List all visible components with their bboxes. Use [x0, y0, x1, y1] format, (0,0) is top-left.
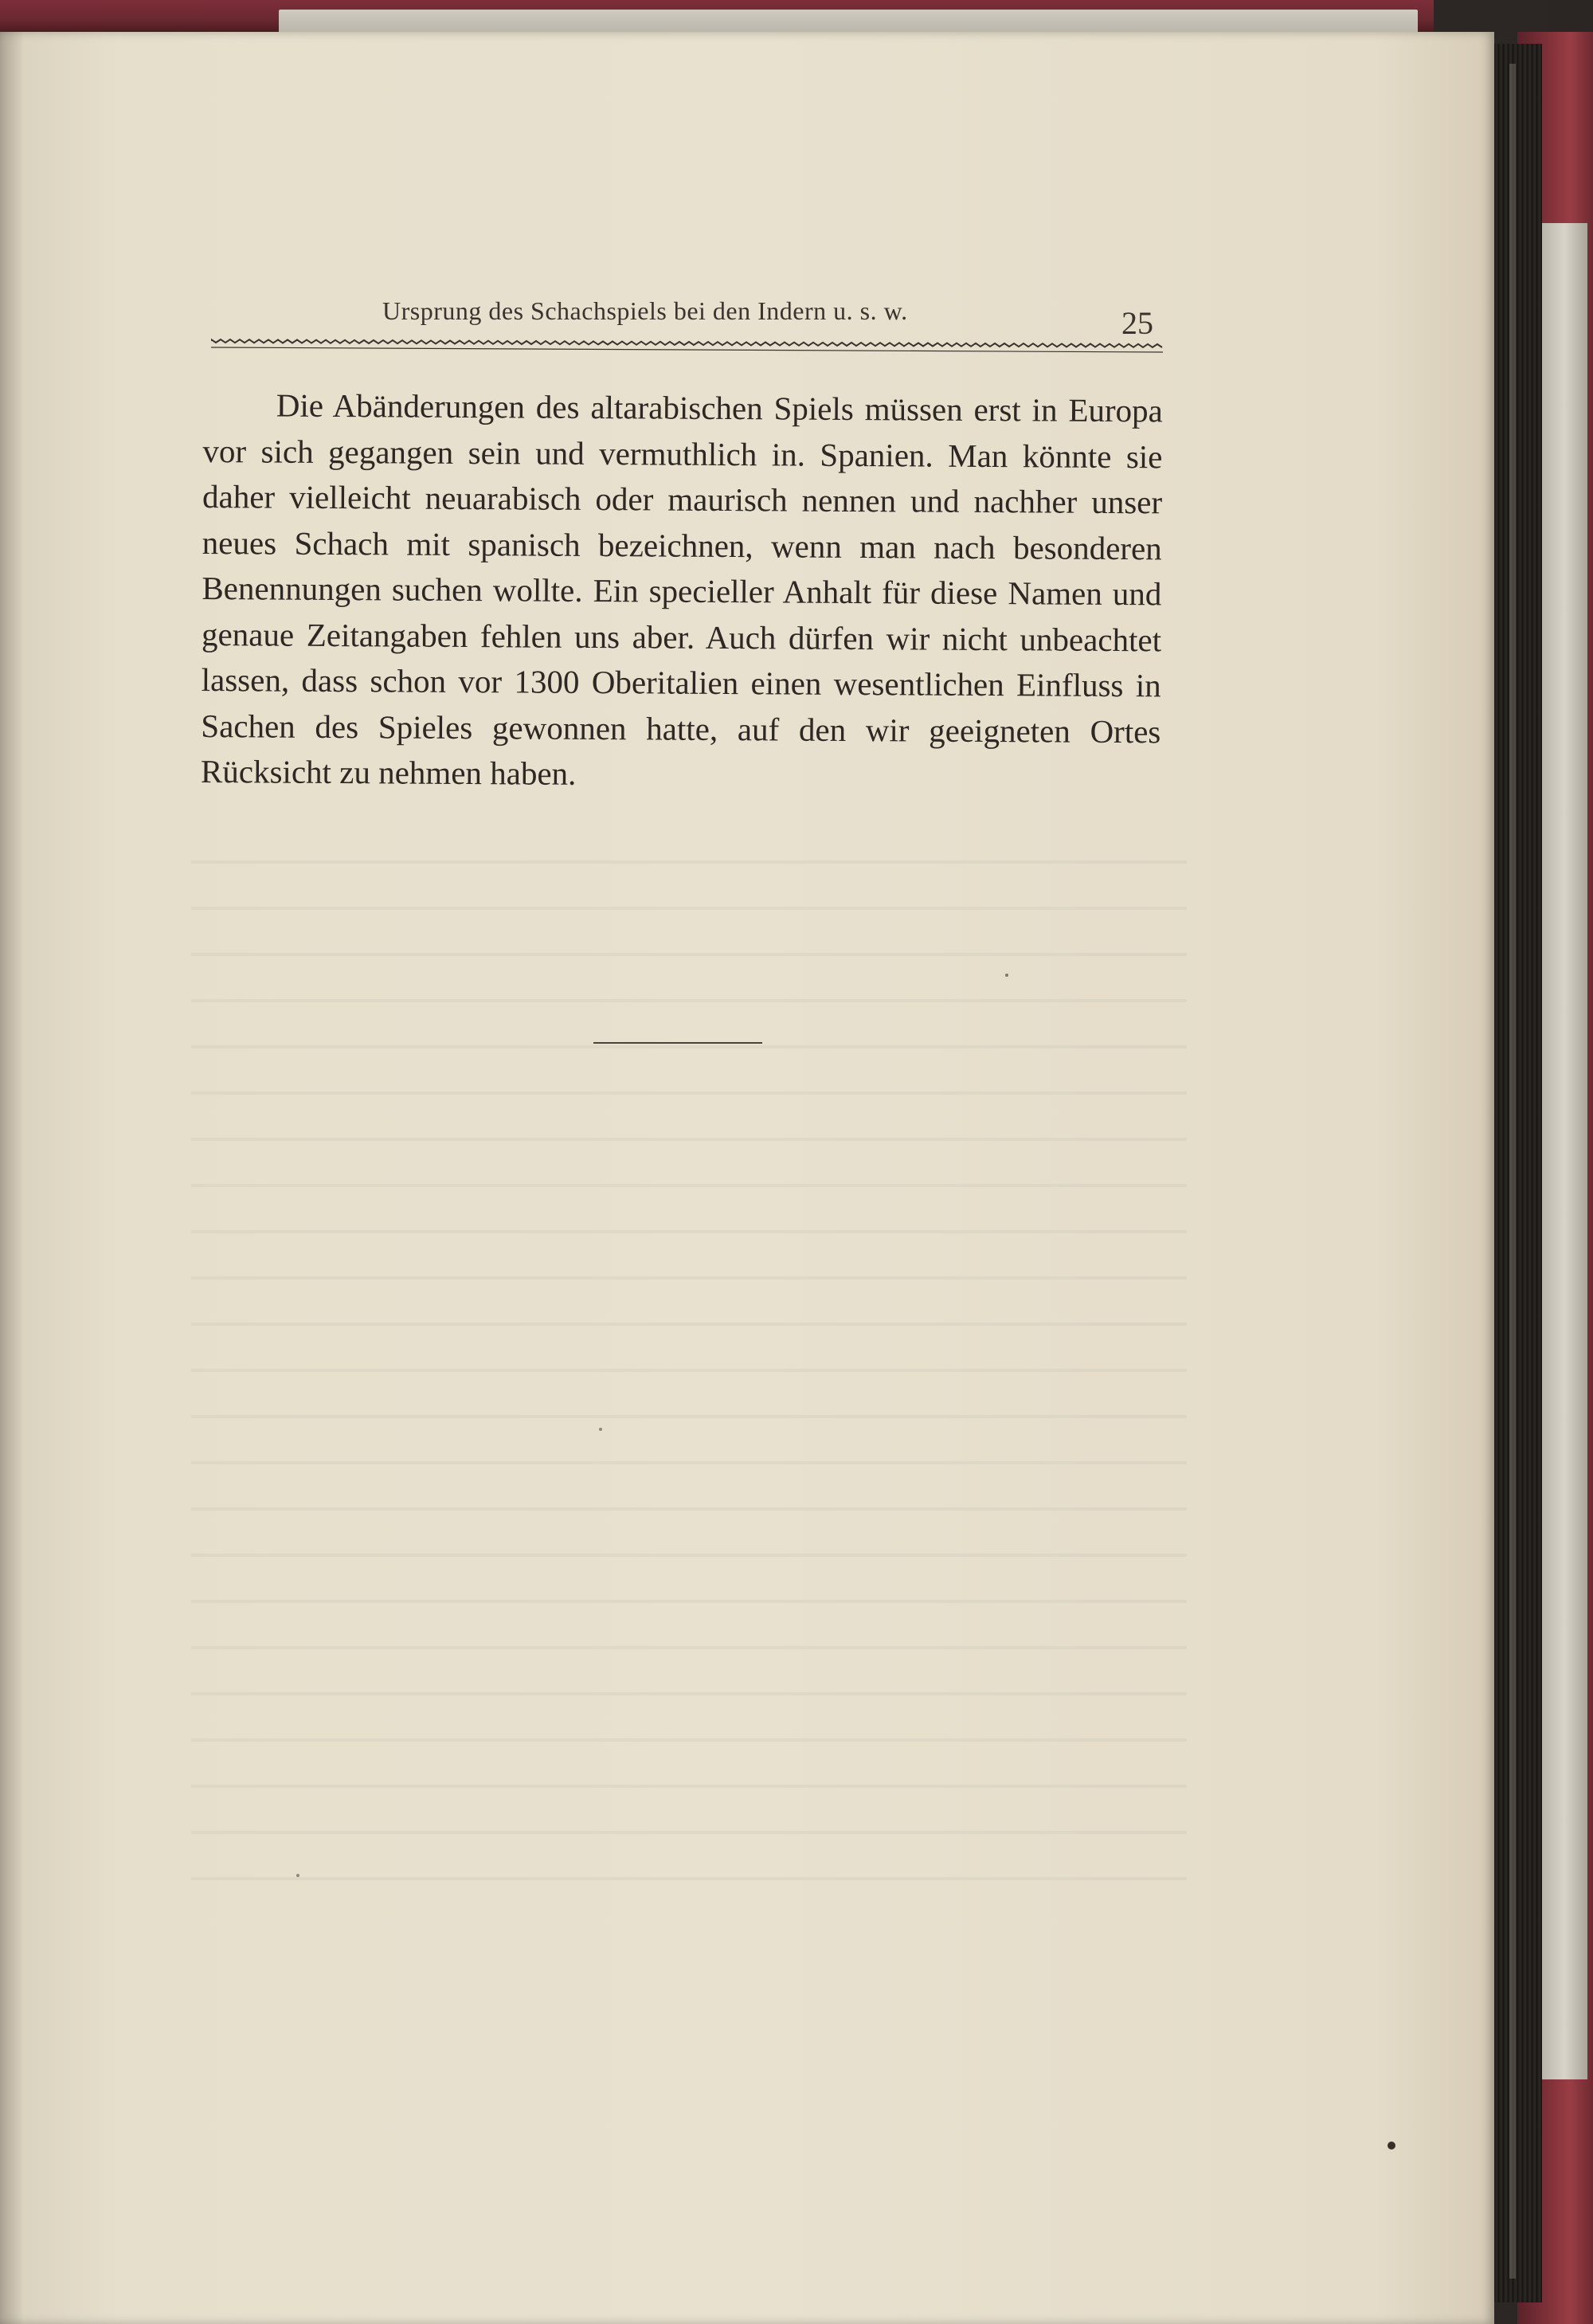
book-board-right-strip: [1541, 223, 1587, 2079]
ink-speck: [1388, 2142, 1395, 2150]
ink-speck: [1005, 974, 1008, 977]
body-text: [201, 382, 1163, 801]
section-end-rule: [593, 1042, 762, 1044]
reverse-side-show-through: [191, 860, 1187, 1920]
body-paragraph: Die Abänderungen des altarabischen Spiels müssen erst in Europa vor sich gegangen sein und vermuthlich in. Spanien. Man könnte sie daher vielleicht neuarabisch oder maurisch nennen und nachher unser neues Schach mit spanisch bezeichnen, wenn man nach besonderen Benennungen suchen wollte. Ein specieller Anhalt für diese Namen und genaue Zeitangaben fehlen uns aber. Auch dürfen wir nicht unbeachtet lassen, dass schon vor 1300 Oberitalien einen wesentlichen Einfluss in Sachen des Spieles gewonnen hatte, auf den wir geeigneten Ortes Rücksicht zu nehmen haben.: [200, 386, 1163, 792]
page-edges-highlight: [1509, 64, 1516, 2279]
page-number: 25: [1121, 305, 1153, 341]
page-edges: [1494, 44, 1542, 2302]
ink-speck: [296, 1874, 299, 1877]
wavy-header-rule: [211, 335, 1163, 357]
gutter-shadow: [0, 32, 24, 2324]
running-head: Ursprung des Schachspiels bei den Indern u. s. w.: [382, 296, 908, 325]
ink-speck: [599, 1428, 602, 1431]
